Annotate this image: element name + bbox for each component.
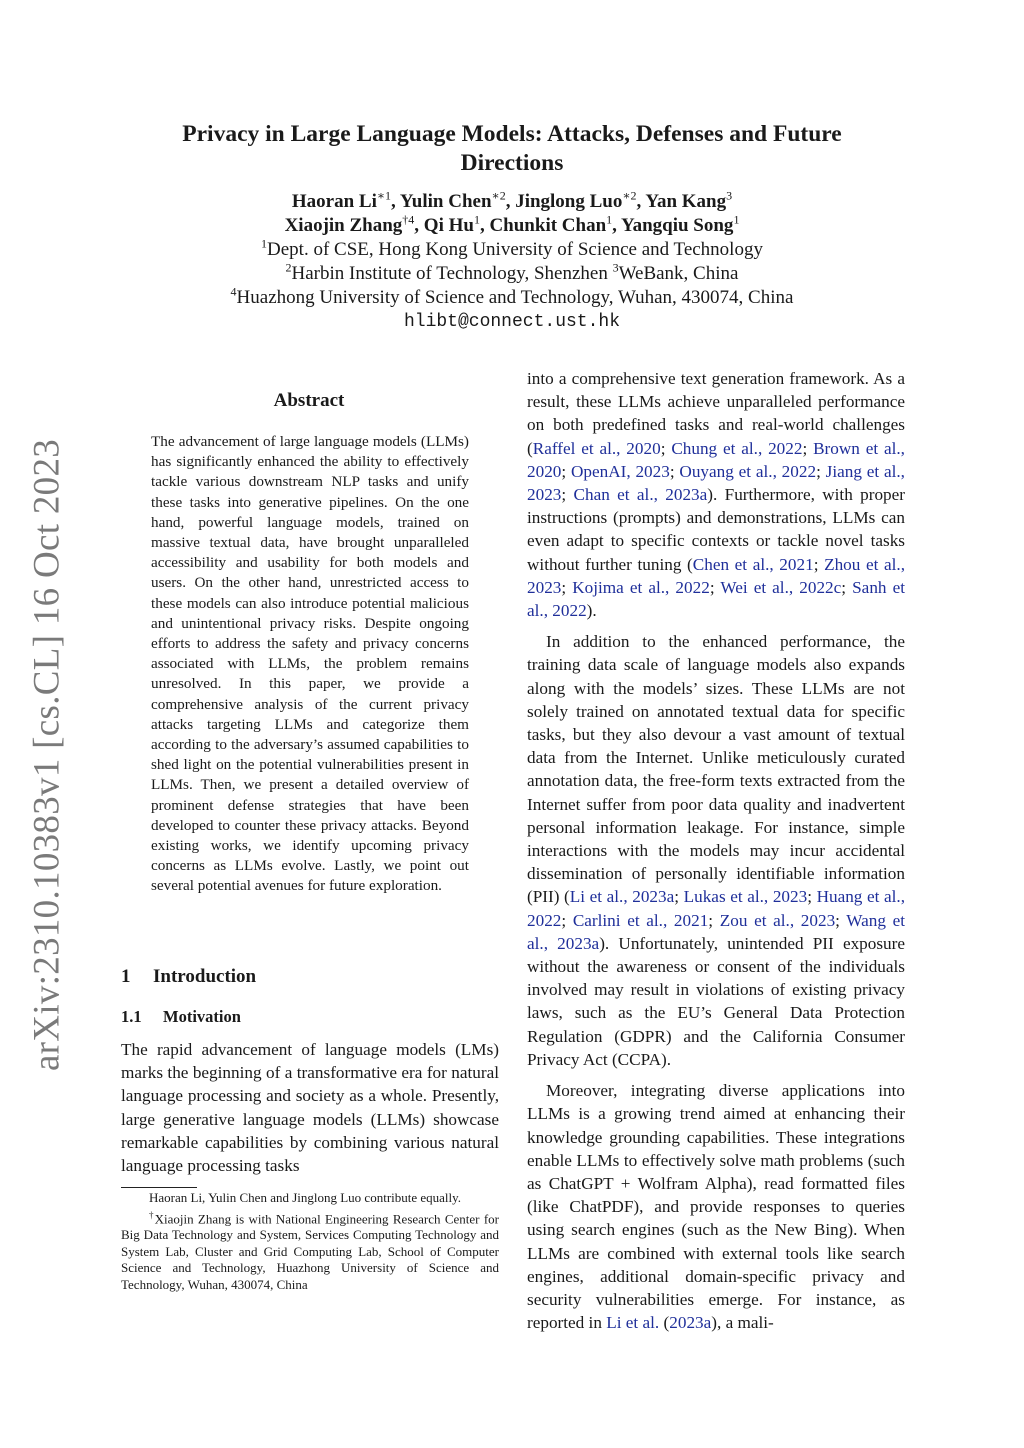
paragraph-integrations [527, 1079, 905, 1334]
section-heading-introduction: 1 Introduction [121, 966, 257, 987]
citation-link[interactable]: Raffel et al., 2020 [532, 438, 661, 458]
body-text: into a comprehensive text generation framework. As a result, these LLMs achieve unparalleled performance on both predefined tasks and real-world challenges ( [527, 369, 905, 458]
right-column [527, 367, 905, 1342]
paragraph-training-data [527, 630, 905, 1071]
citation-link[interactable]: OpenAI, 2023 [570, 461, 670, 481]
author-name: Chunkit Chan [489, 215, 607, 236]
footnote-affiliation: †Xiaojin Zhang is with National Engineering Research Center for Big Data Technology and System, Services Computing Technology and System Lab, Cluster and Grid Computing Lab, School of Computer Science and Technology, Huazhong University of Science and Technology, Wuhan, 430074, China [121, 1209, 500, 1292]
body-text: ; [841, 577, 853, 597]
footnotes [121, 1190, 499, 1293]
citation-link[interactable]: Wei et al., 2022c [720, 577, 842, 597]
intro-paragraph: The rapid advancement of language models (LMs) marks the beginning of a transformative era for natural language processing and society as a whole. Presently, large generative language models (LLMs) showcase remarkable capabilities by combining various natural language processing tasks [121, 1040, 499, 1176]
citation-link[interactable]: Brown et al., 2020 [527, 438, 905, 481]
author-name: Yan Kang [645, 191, 727, 212]
body-text: ). [586, 601, 597, 621]
author-name: Yulin Chen [399, 191, 492, 212]
abstract-text: The advancement of large language models (LLMs) has significantly enhanced the ability to effectively tackle various downstream NLP tasks and unify these tasks into generative pipelines. On the one hand, powerful language models, trained on massive textual data, have brought unparalleled accessibility and usability for both models and users. On the other hand, unrestricted access to these models can also introduce potential malicious and unintentional privacy risks. Despite ongoing efforts to address the safety and privacy concerns associated with LLMs, the problem remains unresolved. In this paper, we provide a comprehensive analysis of the current privacy attacks targeting LLMs and categorize them according to the adversary’s assumed capabilities to shed light on the potential vulnerabilities present in LLMs. Then, we present a detailed overview of prominent defense strategies that have been developed to counter these privacy attacks. Beyond existing works, we identify upcoming privacy concerns as LLMs evolve. Lastly, we point out several potential avenues for future exploration. [151, 433, 469, 895]
footnote-rule [121, 1187, 197, 1188]
citation-link[interactable]: Ouyang et al., 2022 [679, 461, 817, 481]
body-text: ; [709, 577, 721, 597]
citation-link[interactable]: Chan et al., 2023a [573, 485, 708, 505]
body-text: ; [561, 485, 574, 505]
citation-link[interactable]: Sanh et al., 2022 [527, 577, 905, 621]
paragraph-continuation [527, 367, 905, 622]
body-text: ; [561, 577, 573, 597]
citation-link[interactable]: 2023a [669, 1313, 712, 1333]
affiliation-4: $^4$Huazhong University of Science and Technology, Wuhan, 430074, China [230, 284, 794, 308]
body-text: ). Unfortunately, unintended PII exposure without the awareness or consent of the individuals involved may result in violations of existing privacy laws, such as the EU’s General Data Protection Regulation (GDPR) and the California Consumer Privacy Act (CCPA). [527, 933, 905, 1069]
citation-link[interactable]: Huang et al., 2022 [527, 887, 905, 930]
subsection-heading-motivation: 1.1 Motivation [121, 1007, 241, 1026]
affiliation-1: $^1$Dept. of CSE, Hong Kong University of Science and Technology [261, 236, 763, 260]
body-text: ; [561, 910, 573, 930]
body-text: ), a mali- [711, 1313, 774, 1333]
author-name: Qi Hu [423, 215, 474, 236]
author-name: Yangqiu Song [620, 215, 734, 236]
arxiv-sidebar-stamp [26, 438, 68, 1072]
body-text: ; [835, 910, 847, 930]
author-name: Jinglong Luo [515, 191, 623, 212]
body-text: ; [660, 438, 672, 458]
body-text: ; [807, 887, 817, 907]
body-text: ; [669, 461, 680, 481]
body-text: ; [813, 554, 825, 574]
abstract-heading: Abstract [273, 390, 345, 411]
body-text: ; [561, 461, 571, 481]
body-text: ). Furthermore, with proper instructions (prompts) and demonstrations, LLMs can even adapt to specific contexts or tackle novel tasks without further tuning ( [527, 485, 905, 574]
paper-title: Privacy in Large Language Models: Attacks, Defenses and Future Directions [182, 121, 842, 176]
body-text: ; [708, 910, 720, 930]
body-text: ; [674, 887, 684, 907]
citation-link[interactable]: Li et al. [606, 1313, 660, 1333]
author-block [150, 190, 874, 334]
body-text: ; [816, 461, 826, 481]
body-text: Moreover, integrating diverse applications into LLMs is a growing trend aimed at enhancing their knowledge grounding capabilities. These integrations enable LLMs to effectively solve math problems (such as ChatGPT + Wolfram Alpha), read formatted files (like ChatPDF), and provide responses to queries using search engines (such as the New Bing). When LLMs are combined with external tools like search engines, additional domain-specific privacy and security vulnerabilities emerge. For instance, as reported in [527, 1081, 905, 1333]
citation-link[interactable]: Chen et al., 2021 [692, 554, 814, 574]
body-text: ( [659, 1313, 670, 1333]
citation-link[interactable]: Chung et al., 2022 [671, 438, 803, 458]
author-line-1: Haoran $Li^{∗1}$, Yulin Chen$^{∗2}$, Jinglong Luo$^{∗2}$, Yan Kang$^3$ [291, 188, 733, 212]
author-name: Haoran Li [291, 191, 377, 212]
citation-link[interactable]: Zhou et al., 2023 [527, 554, 905, 597]
author-name: Xiaojin Zhang [284, 215, 403, 236]
author-email: hlibt@connect.ust.hk [403, 312, 621, 332]
body-text: In addition to the enhanced performance, the training data scale of language models also expands along with the models’ sizes. These LLMs are not solely trained on annotated textual data for specific tasks, but they also devour a vast amount of textual data from the Internet. Unlike meticulously curated annotation data, the free-form texts extracted from the Internet suffer from poor data quality and inadvertent personal information leakage. For instance, simple interactions with the models may incur accidental dissemination of personally identifiable information (PII) ( [527, 632, 905, 907]
footnote-equal-contribution: Haoran Li, Yulin Chen and Jinglong Luo contribute equally. [149, 1190, 462, 1205]
citation-link[interactable]: Kojima et al., 2022 [572, 577, 710, 597]
author-line-2: Xiaojin Zhang$^{\dagger 4}$, Qi Hu$^1$, Chunkit Chan$^1$, Yangqiu Song$^1$ [284, 212, 740, 236]
citation-link[interactable]: Wang et al., 2023a [527, 910, 906, 953]
body-text: ; [802, 438, 814, 458]
citation-link[interactable]: Zou et al., 2023 [719, 910, 836, 930]
citation-link[interactable]: Jiang et al., 2023 [527, 461, 905, 505]
citation-link[interactable]: Lukas et al., 2023 [683, 887, 808, 907]
arxiv-id: arXiv:2310.10383v1 [cs.CL] 16 Oct 2023 [26, 438, 68, 1072]
citation-link[interactable]: Carlini et al., 2021 [572, 910, 709, 930]
affiliation-2-3: $^2$Harbin Institute of Technology, Shenzhen $^3$WeBank, China [285, 260, 739, 284]
citation-link[interactable]: Li et al., 2023a [569, 887, 675, 907]
